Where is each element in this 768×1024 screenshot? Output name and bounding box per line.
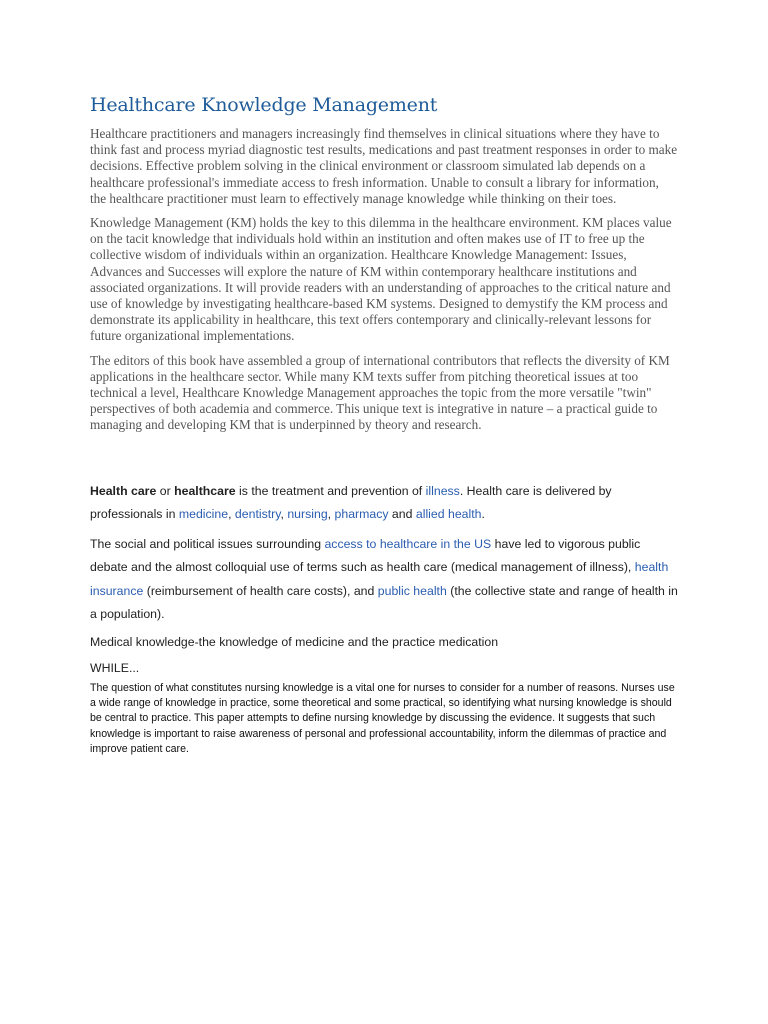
text-or: or	[156, 483, 175, 498]
link-allied-health[interactable]: allied health	[415, 507, 482, 522]
text-segment: (the collective state and range of health in a population).	[90, 583, 678, 622]
text-separator: ,	[280, 507, 288, 522]
link-public-health[interactable]: public health	[377, 583, 447, 598]
link-access-to-healthcare[interactable]: access to healthcare in the US	[324, 536, 492, 551]
text-segment: have led to vigorous public debate and the almost colloquial use of terms such as health care (medical management of illness),	[90, 536, 641, 575]
term-healthcare: healthcare	[174, 483, 236, 498]
intro-paragraph-3: The editors of this book have assembled a group of international contributors that reflects the diversity of KM applications in the healthcare sector. While many KM texts suffer from pitching theoretical issues at too technical a level, Healthcare Knowledge Management approaches the topic from the more versatile "twin" perspectives of both academia and commerce. This unique text is integrative in nature – a practical guide to managing and developing KM that is underpinned by theory and research.	[90, 352, 670, 433]
term-health-care: Health care	[90, 483, 157, 498]
section-spacer	[90, 442, 678, 480]
text-segment: is the treatment and prevention of	[235, 483, 426, 498]
text-segment: The social and political issues surrounding	[90, 536, 325, 551]
intro-paragraph-1: Healthcare practitioners and managers increasingly find themselves in clinical situations where they have to think fast and process myriad diagnostic test results, medications and past treatment responses in order to make decisions. Effective problem solving in the clinical environment or classroom simulated lab depends on a healthcare professional's immediate access to fresh information. Unable to consult a library for information, the healthcare practitioner must learn to effectively manage knowledge while thinking on their toes.	[90, 126, 678, 206]
intro-paragraph-2: Knowledge Management (KM) holds the key to this dilemma in the healthcare environment. KM places value on the tacit knowledge that individuals hold within an institution and often makes use of IT to free up the collective wisdom of individuals within an organization. Healthcare Knowledge Management: Issues, Advances and Successes will explore the nature of KM within contemporary healthcare institutions and associated organizations. It will provide readers with an understanding of approaches to the critical nature and use of knowledge by investigating healthcare-based KM systems. Designed to demystify the KM process and demonstrate its applicability in healthcare, this text offers contemporary and clinically-relevant lessons for future organizational implementations.	[90, 215, 672, 344]
text-end: .	[481, 507, 485, 522]
medical-knowledge-line: Medical knowledge-the knowledge of medicine and the practice medication	[90, 634, 499, 649]
text-segment: (reimbursement of health care costs), and	[143, 583, 378, 598]
link-pharmacy[interactable]: pharmacy	[334, 507, 389, 522]
link-dentistry[interactable]: dentistry	[234, 507, 281, 522]
health-care-definition	[90, 480, 678, 527]
while-label: WHILE...	[90, 660, 140, 675]
page-title: Healthcare Knowledge Management	[90, 94, 438, 116]
document-page	[90, 94, 678, 758]
text-and: and	[388, 507, 416, 522]
text-segment: . Health care is delivered by professionals in	[90, 483, 612, 522]
link-nursing[interactable]: nursing	[287, 507, 328, 522]
health-care-issues	[90, 533, 678, 627]
text-separator: ,	[228, 507, 235, 522]
text-separator: ,	[327, 507, 335, 522]
link-health-insurance[interactable]: health insurance	[90, 560, 669, 598]
nursing-knowledge-paragraph: The question of what constitutes nursing knowledge is a vital one for nurses to consider for a number of reasons. Nurses use a wide range of knowledge in practice, some theoretical and some practical, so identifying what nursing knowledge is should be central to practice. This paper attempts to define nursing knowledge by discussing the evidence. It suggests that such knowledge is important to raise awareness of personal and professional accountability, inform the dilemmas of practice and improve patient care.	[90, 681, 675, 756]
link-medicine[interactable]: medicine	[178, 507, 229, 522]
link-illness[interactable]: illness	[425, 483, 460, 498]
